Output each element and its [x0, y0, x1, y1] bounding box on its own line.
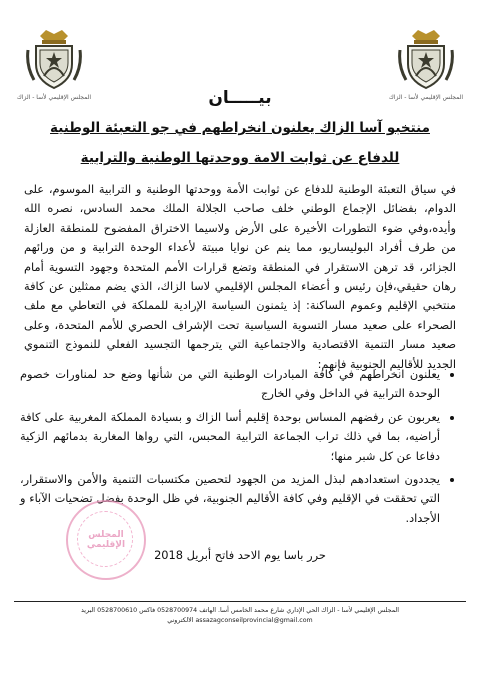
emblem-caption: المجلس الإقليمي لأسا - الزاك — [388, 94, 464, 101]
footer-address: المجلس الإقليمي لأسا - الزاك الحي الإداري شارع محمد الخامس أسا. الهاتف 0528700974 فاكس 0528700610 البريد — [80, 607, 400, 614]
body-paragraph: في سياق التعبئة الوطنية للدفاع عن ثوابت الأمة ووحدتها الوطنية و الترابية الموسوم، على الدوام، بفضائل الإجماع الوطني خلف صاحب الجلالة الملك محمد السادس، نصره الله وأيده،وفي ضوء التطورات الأخيرة على الأرض ولاسيما الاختراق المفضوح للمنطقة العازلة من طرف أفراد البوليساريو، مما ينم عن نوايا مبيتة لأعداء الوحدة الترابية و من ورائهم الجزائر، قد ترهن الاستقرار في المنطقة وتضع قرارات الأمم المتحدة وجهود التسوية أمام رهان حقيقي،فإن رئيس و أعضاء المجلس الإقليمي لاسا الزاك، الذي يضم ممثلين عن كافة منتخبي الإقليم وعموم الساكنة: إذ يثمنون السياسة الإرادية للمملكة في التعاطي مع ملف الصحراء على صعيد مسار التسوية السياسية تحت الإشراف الحصري للأمم المتحدة، وعلى صعيد مسار التنمية الاقتصادية والاجتماعية التي يترجمها التجسيد الفعلي للنموذج التنموي الجديد للأقاليم الجنوبية فإنهم: — [24, 182, 456, 371]
official-stamp — [66, 500, 146, 580]
date-line: حرر باسا يوم الاحد فاتح أبريل 2018 — [154, 548, 326, 562]
footer — [14, 606, 466, 626]
list-item: • يجددون استعدادهم لبذل المزيد من الجهود لتحصين مكتسبات التنمية والأمن والاستقرار، التي تحققت في الإقليم وفي كافة الأقاليم الجنوبية، في ظل الوحدة بفضل تضحيات الآباء و الأجداد. — [20, 470, 440, 528]
document-title: بيـــــان — [208, 88, 272, 108]
stamp-text: المجلس الإقليمي — [86, 530, 126, 550]
royal-emblem-icon — [398, 30, 454, 92]
footer-divider — [14, 601, 466, 602]
document-subtitle: للدفاع عن ثوابت الامة ووحدتها الوطنية والترابية — [80, 150, 400, 166]
list-item: • يعربون عن رفضهم المساس بوحدة إقليم أسا الزاك و بسيادة المملكة المغربية على كافة أراضيه، بما في ذلك تراب الجماعة الترابية المحبس، التي رواها المغاربة بدمائهم الزكية دفاعا عن كل شبر منها؛ — [20, 408, 440, 466]
list-item: • يعلنون انخراطهم في كافة المبادرات الوطنية التي من شأنها وضع حد لمناورات خصوم الوحدة الترابية في الداخل وفي الخارج — [20, 365, 440, 404]
emblem-caption: المجلس الإقليمي لأسا - الزاك — [16, 94, 92, 101]
royal-emblem-icon — [26, 30, 82, 92]
footer-email: assazagconseilprovincial@gmail.com الالكتروني — [167, 617, 313, 624]
document-subtitle: منتخبو آسا الزاك يعلنون انخراطهم في جو التعبئة الوطنية — [50, 120, 430, 136]
